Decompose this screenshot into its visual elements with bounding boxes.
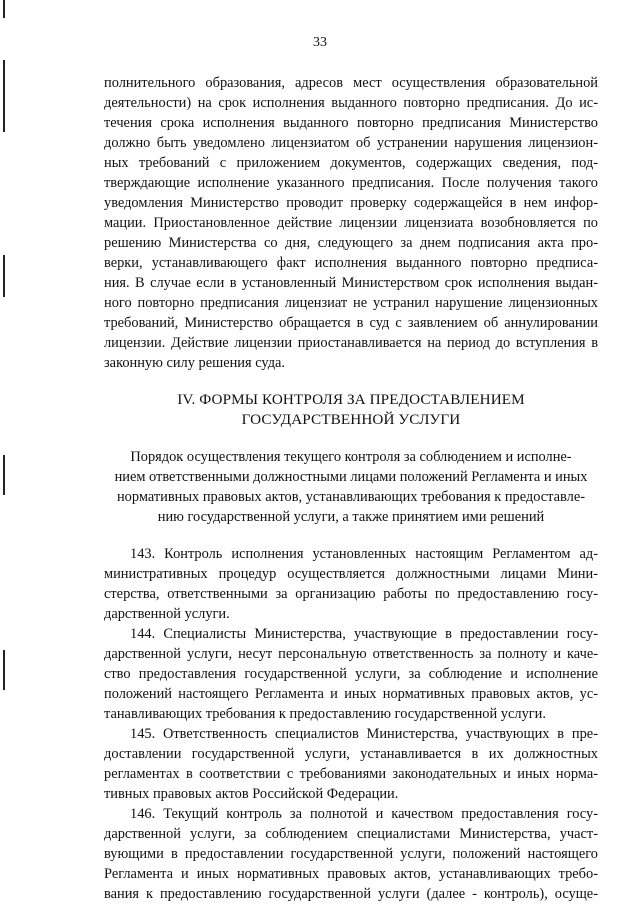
subheading-line: нормативных правовых актов, устанавливающих требования к предоставле- — [116, 489, 586, 505]
heading-line: IV. ФОРМЫ КОНТРОЛЯ ЗА ПРЕДОСТАВЛЕНИЕМ — [177, 391, 525, 408]
text-line: дарственной услуги, за соблюдением специалистами Министерства, участ- — [104, 826, 598, 842]
text-line: ство предоставления государственной услуги, за соблюдение и исполнение — [104, 666, 598, 682]
text-line: течения срока исполнения выданного повторно предписания Министерство — [104, 115, 598, 131]
text-line: решению Министерства со дня, следующего за днем подписания акта про- — [104, 235, 598, 251]
scan-edge-mark — [3, 0, 5, 18]
scan-edge-mark — [3, 60, 5, 132]
text-line: стерства, ответственными за организацию работы по предоставлению госу- — [104, 586, 598, 602]
scan-edge-mark — [3, 455, 5, 495]
text-line: деятельности) на срок исполнения выданного повторно предписания. До ис- — [104, 95, 598, 111]
scan-edge-mark — [3, 650, 5, 690]
text-line: законную силу решения суда. — [104, 355, 285, 371]
text-line: верки, устанавливающего факт исполнения выданного повторно предписа- — [104, 255, 598, 271]
heading-line: ГОСУДАРСТВЕННОЙ УСЛУГИ — [241, 411, 461, 428]
text-line: полнительного образования, адресов мест осуществления образовательной — [104, 75, 598, 91]
subheading-line: нию государственной услуги, а также принятием ими решений — [157, 509, 545, 525]
text-line: лицензии. Действие лицензии приостанавливается на период до вступления в — [104, 335, 598, 351]
subheading-line: нием ответственными должностными лицами положений Регламента и иных — [114, 469, 588, 485]
text-line: тверждающие исполнение указанного предписания. После получения такого — [104, 175, 598, 191]
scan-edge-mark — [3, 255, 5, 297]
text-line: ных требований с приложением документов, содержащих сведения, под- — [104, 155, 598, 171]
text-line: ния. В случае если в установленный Министерством срок исполнения выдан- — [104, 275, 598, 291]
text-line: доставлении государственной услуги, устанавливается в их должностных — [104, 746, 598, 762]
text-line: мации. Приостановленное действие лицензии лицензиата возобновляется по — [104, 215, 598, 231]
text-line: 144. Специалисты Министерства, участвующие в предоставлении госу- — [130, 626, 598, 642]
text-line: дарственной услуги, несут персональную ответственность за полноту и каче- — [104, 646, 598, 662]
text-line: Регламента и иных нормативных правовых актов, устанавливающих требо- — [104, 866, 598, 882]
text-line: ного повторно предписания лицензиат не устранил нарушение лицензионных — [104, 295, 598, 311]
text-line: министративных процедур осуществляется должностными лицами Мини- — [104, 566, 598, 582]
text-line: 143. Контроль исполнения установленных настоящим Регламентом ад- — [130, 546, 598, 562]
text-line: регламентах в соответствии с требованиями законодательных и иных норма- — [104, 766, 598, 782]
text-line: положений настоящего Регламента и иных нормативных правовых актов, ус- — [104, 686, 598, 702]
text-line: 145. Ответственность специалистов Министерства, участвующих в пре- — [130, 726, 598, 742]
text-line: вующими в предоставлении государственной услуги, положений настоящего — [104, 846, 598, 862]
subheading-line: Порядок осуществления текущего контроля за соблюдением и исполне- — [130, 449, 572, 465]
page-number: 33 — [313, 35, 327, 50]
text-line: 146. Текущий контроль за полнотой и качеством предоставления госу- — [130, 806, 598, 822]
text-line: требований, Министерство обращается в суд с заявлением об аннулировании — [104, 315, 598, 331]
text-line: тивных правовых актов Российской Федерации. — [104, 786, 399, 802]
text-line: дарственной услуги. — [104, 606, 230, 622]
text-line: уведомления Министерство проводит проверку содержащейся в нем инфор- — [104, 195, 598, 211]
text-line: вания к предоставлению государственной услуги (далее - контроль), осуще- — [104, 886, 598, 902]
text-line: должно быть уведомлено лицензиатом об устранении нарушения лицензион- — [104, 135, 598, 151]
text-line: танавливающих требования к предоставлению государственной услуги. — [104, 706, 546, 722]
